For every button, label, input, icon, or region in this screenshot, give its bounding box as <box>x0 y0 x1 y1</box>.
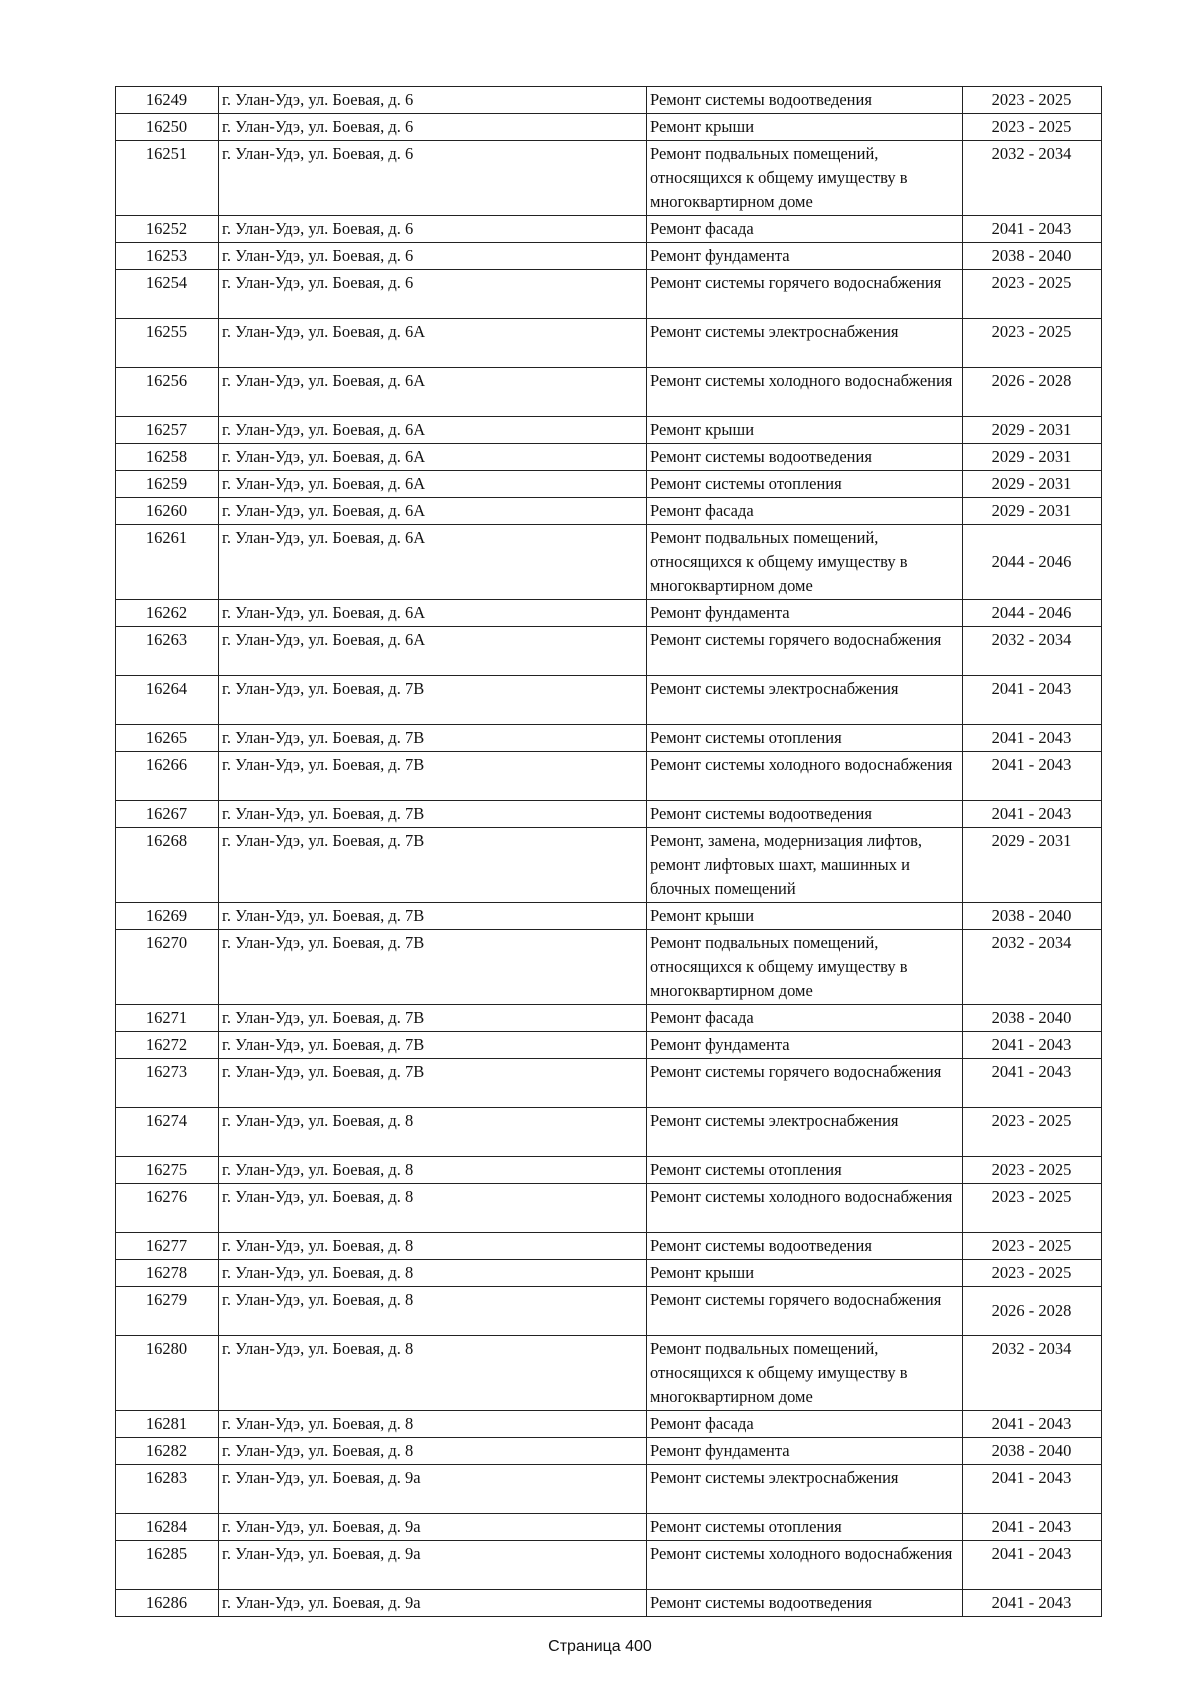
address-cell: г. Улан-Удэ, ул. Боевая, д. 6А <box>219 498 647 525</box>
table-row <box>116 1465 1102 1514</box>
record-number: 16256 <box>116 368 219 417</box>
table-row <box>116 600 1102 627</box>
address-cell: г. Улан-Удэ, ул. Боевая, д. 8 <box>219 1233 647 1260</box>
work-type-cell: Ремонт системы электроснабжения <box>647 676 963 725</box>
work-type-cell: Ремонт фасада <box>647 1005 963 1032</box>
record-number: 16264 <box>116 676 219 725</box>
work-type-cell: Ремонт крыши <box>647 1260 963 1287</box>
period-cell: 2029 - 2031 <box>963 498 1102 525</box>
address-cell: г. Улан-Удэ, ул. Боевая, д. 8 <box>219 1438 647 1465</box>
work-type-cell: Ремонт фасада <box>647 1411 963 1438</box>
work-type-cell: Ремонт системы электроснабжения <box>647 319 963 368</box>
address-cell: г. Улан-Удэ, ул. Боевая, д. 9а <box>219 1465 647 1514</box>
record-number: 16275 <box>116 1157 219 1184</box>
record-number: 16271 <box>116 1005 219 1032</box>
work-type-cell: Ремонт системы электроснабжения <box>647 1108 963 1157</box>
record-number: 16258 <box>116 444 219 471</box>
work-type-cell: Ремонт фундамента <box>647 600 963 627</box>
work-type-cell: Ремонт крыши <box>647 903 963 930</box>
address-cell: г. Улан-Удэ, ул. Боевая, д. 8 <box>219 1411 647 1438</box>
period-cell: 2023 - 2025 <box>963 270 1102 319</box>
address-cell: г. Улан-Удэ, ул. Боевая, д. 6А <box>219 368 647 417</box>
record-number: 16277 <box>116 1233 219 1260</box>
period-cell: 2038 - 2040 <box>963 1005 1102 1032</box>
record-number: 16279 <box>116 1287 219 1336</box>
period-cell: 2032 - 2034 <box>963 930 1102 1005</box>
table-row <box>116 498 1102 525</box>
address-cell: г. Улан-Удэ, ул. Боевая, д. 7В <box>219 725 647 752</box>
record-number: 16266 <box>116 752 219 801</box>
period-cell: 2038 - 2040 <box>963 1438 1102 1465</box>
period-cell: 2041 - 2043 <box>963 801 1102 828</box>
record-number: 16272 <box>116 1032 219 1059</box>
work-type-cell: Ремонт фундамента <box>647 1032 963 1059</box>
period-cell: 2032 - 2034 <box>963 1336 1102 1411</box>
work-type-cell: Ремонт фундамента <box>647 1438 963 1465</box>
address-cell: г. Улан-Удэ, ул. Боевая, д. 6 <box>219 87 647 114</box>
record-number: 16249 <box>116 87 219 114</box>
address-cell: г. Улан-Удэ, ул. Боевая, д. 6А <box>219 600 647 627</box>
table-row <box>116 1108 1102 1157</box>
table-row <box>116 114 1102 141</box>
period-cell: 2041 - 2043 <box>963 752 1102 801</box>
record-number: 16263 <box>116 627 219 676</box>
table-row <box>116 1590 1102 1617</box>
record-number: 16262 <box>116 600 219 627</box>
work-type-cell: Ремонт системы горячего водоснабжения <box>647 1287 963 1336</box>
record-number: 16250 <box>116 114 219 141</box>
work-type-cell: Ремонт системы электроснабжения <box>647 1465 963 1514</box>
address-cell: г. Улан-Удэ, ул. Боевая, д. 7В <box>219 1005 647 1032</box>
work-type-cell: Ремонт фасада <box>647 216 963 243</box>
work-type-cell: Ремонт системы отопления <box>647 471 963 498</box>
period-cell: 2023 - 2025 <box>963 1260 1102 1287</box>
table-row <box>116 1260 1102 1287</box>
table-row <box>116 801 1102 828</box>
record-number: 16269 <box>116 903 219 930</box>
address-cell: г. Улан-Удэ, ул. Боевая, д. 7В <box>219 930 647 1005</box>
address-cell: г. Улан-Удэ, ул. Боевая, д. 8 <box>219 1184 647 1233</box>
period-cell: 2038 - 2040 <box>963 243 1102 270</box>
table-row <box>116 1059 1102 1108</box>
work-type-cell: Ремонт крыши <box>647 114 963 141</box>
period-cell: 2041 - 2043 <box>963 676 1102 725</box>
record-number: 16278 <box>116 1260 219 1287</box>
table-row <box>116 1184 1102 1233</box>
address-cell: г. Улан-Удэ, ул. Боевая, д. 6 <box>219 114 647 141</box>
table-row <box>116 1336 1102 1411</box>
work-type-cell: Ремонт системы холодного водоснабжения <box>647 752 963 801</box>
work-type-cell: Ремонт фасада <box>647 498 963 525</box>
work-type-cell: Ремонт системы отопления <box>647 1514 963 1541</box>
table-row <box>116 471 1102 498</box>
record-number: 16283 <box>116 1465 219 1514</box>
table-row <box>116 87 1102 114</box>
record-number: 16280 <box>116 1336 219 1411</box>
record-number: 16273 <box>116 1059 219 1108</box>
table-row <box>116 141 1102 216</box>
period-cell: 2029 - 2031 <box>963 417 1102 444</box>
period-cell: 2023 - 2025 <box>963 1157 1102 1184</box>
address-cell: г. Улан-Удэ, ул. Боевая, д. 6А <box>219 627 647 676</box>
address-cell: г. Улан-Удэ, ул. Боевая, д. 9а <box>219 1590 647 1617</box>
work-type-cell: Ремонт системы отопления <box>647 725 963 752</box>
period-cell: 2038 - 2040 <box>963 903 1102 930</box>
period-cell: 2044 - 2046 <box>963 525 1102 600</box>
table-row <box>116 1438 1102 1465</box>
address-cell: г. Улан-Удэ, ул. Боевая, д. 7В <box>219 1032 647 1059</box>
work-type-cell: Ремонт фундамента <box>647 243 963 270</box>
address-cell: г. Улан-Удэ, ул. Боевая, д. 7В <box>219 1059 647 1108</box>
table-row <box>116 930 1102 1005</box>
address-cell: г. Улан-Удэ, ул. Боевая, д. 6А <box>219 444 647 471</box>
work-type-cell: Ремонт системы водоотведения <box>647 1590 963 1617</box>
record-number: 16261 <box>116 525 219 600</box>
address-cell: г. Улан-Удэ, ул. Боевая, д. 8 <box>219 1108 647 1157</box>
period-cell: 2026 - 2028 <box>963 1287 1102 1336</box>
work-type-cell: Ремонт подвальных помещений, относящихся к общему имуществу в многоквартирном доме <box>647 1336 963 1411</box>
work-type-cell: Ремонт подвальных помещений, относящихся к общему имуществу в многоквартирном доме <box>647 525 963 600</box>
period-cell: 2041 - 2043 <box>963 1541 1102 1590</box>
work-type-cell: Ремонт системы водоотведения <box>647 87 963 114</box>
address-cell: г. Улан-Удэ, ул. Боевая, д. 8 <box>219 1287 647 1336</box>
record-number: 16276 <box>116 1184 219 1233</box>
period-cell: 2041 - 2043 <box>963 1514 1102 1541</box>
table-row <box>116 1411 1102 1438</box>
address-cell: г. Улан-Удэ, ул. Боевая, д. 8 <box>219 1157 647 1184</box>
address-cell: г. Улан-Удэ, ул. Боевая, д. 6 <box>219 243 647 270</box>
record-number: 16270 <box>116 930 219 1005</box>
period-cell: 2023 - 2025 <box>963 1233 1102 1260</box>
table-row <box>116 368 1102 417</box>
record-number: 16257 <box>116 417 219 444</box>
period-cell: 2041 - 2043 <box>963 1411 1102 1438</box>
period-cell: 2041 - 2043 <box>963 216 1102 243</box>
table-row <box>116 828 1102 903</box>
table-body <box>116 87 1102 1617</box>
table-row <box>116 444 1102 471</box>
record-number: 16251 <box>116 141 219 216</box>
record-number: 16253 <box>116 243 219 270</box>
work-type-cell: Ремонт системы водоотведения <box>647 801 963 828</box>
table-row <box>116 525 1102 600</box>
period-cell: 2032 - 2034 <box>963 627 1102 676</box>
table-row <box>116 270 1102 319</box>
period-cell: 2029 - 2031 <box>963 828 1102 903</box>
period-cell: 2044 - 2046 <box>963 600 1102 627</box>
address-cell: г. Улан-Удэ, ул. Боевая, д. 8 <box>219 1336 647 1411</box>
table-row <box>116 1541 1102 1590</box>
period-cell: 2023 - 2025 <box>963 87 1102 114</box>
address-cell: г. Улан-Удэ, ул. Боевая, д. 6 <box>219 141 647 216</box>
period-cell: 2023 - 2025 <box>963 1184 1102 1233</box>
work-type-cell: Ремонт системы водоотведения <box>647 1233 963 1260</box>
table-row <box>116 1514 1102 1541</box>
work-type-cell: Ремонт системы горячего водоснабжения <box>647 270 963 319</box>
table-row <box>116 1233 1102 1260</box>
record-number: 16274 <box>116 1108 219 1157</box>
table-row <box>116 1005 1102 1032</box>
table-row <box>116 216 1102 243</box>
address-cell: г. Улан-Удэ, ул. Боевая, д. 7В <box>219 801 647 828</box>
record-number: 16260 <box>116 498 219 525</box>
page-number: Страница 400 <box>548 1638 652 1655</box>
table-row <box>116 627 1102 676</box>
period-cell: 2029 - 2031 <box>963 444 1102 471</box>
table-row <box>116 417 1102 444</box>
period-cell: 2032 - 2034 <box>963 141 1102 216</box>
address-cell: г. Улан-Удэ, ул. Боевая, д. 7В <box>219 903 647 930</box>
table-row <box>116 319 1102 368</box>
record-number: 16282 <box>116 1438 219 1465</box>
table-row <box>116 725 1102 752</box>
address-cell: г. Улан-Удэ, ул. Боевая, д. 6 <box>219 270 647 319</box>
work-type-cell: Ремонт крыши <box>647 417 963 444</box>
period-cell: 2026 - 2028 <box>963 368 1102 417</box>
address-cell: г. Улан-Удэ, ул. Боевая, д. 9а <box>219 1514 647 1541</box>
period-cell: 2041 - 2043 <box>963 1032 1102 1059</box>
work-type-cell: Ремонт системы холодного водоснабжения <box>647 1184 963 1233</box>
record-number: 16285 <box>116 1541 219 1590</box>
address-cell: г. Улан-Удэ, ул. Боевая, д. 6А <box>219 319 647 368</box>
address-cell: г. Улан-Удэ, ул. Боевая, д. 6А <box>219 471 647 498</box>
work-type-cell: Ремонт системы холодного водоснабжения <box>647 1541 963 1590</box>
record-number: 16265 <box>116 725 219 752</box>
work-type-cell: Ремонт системы горячего водоснабжения <box>647 1059 963 1108</box>
period-cell: 2029 - 2031 <box>963 471 1102 498</box>
period-cell: 2041 - 2043 <box>963 1590 1102 1617</box>
address-cell: г. Улан-Удэ, ул. Боевая, д. 8 <box>219 1260 647 1287</box>
table-row <box>116 676 1102 725</box>
period-cell: 2041 - 2043 <box>963 1465 1102 1514</box>
address-cell: г. Улан-Удэ, ул. Боевая, д. 9а <box>219 1541 647 1590</box>
table-row <box>116 1157 1102 1184</box>
table-row <box>116 243 1102 270</box>
record-number: 16268 <box>116 828 219 903</box>
address-cell: г. Улан-Удэ, ул. Боевая, д. 6А <box>219 525 647 600</box>
record-number: 16252 <box>116 216 219 243</box>
period-cell: 2023 - 2025 <box>963 1108 1102 1157</box>
record-number: 16267 <box>116 801 219 828</box>
address-cell: г. Улан-Удэ, ул. Боевая, д. 7В <box>219 752 647 801</box>
work-type-cell: Ремонт подвальных помещений, относящихся к общему имуществу в многоквартирном доме <box>647 930 963 1005</box>
period-cell: 2041 - 2043 <box>963 1059 1102 1108</box>
address-cell: г. Улан-Удэ, ул. Боевая, д. 7В <box>219 828 647 903</box>
record-number: 16284 <box>116 1514 219 1541</box>
record-number: 16286 <box>116 1590 219 1617</box>
record-number: 16255 <box>116 319 219 368</box>
record-number: 16281 <box>116 1411 219 1438</box>
work-type-cell: Ремонт системы водоотведения <box>647 444 963 471</box>
table-row <box>116 1032 1102 1059</box>
address-cell: г. Улан-Удэ, ул. Боевая, д. 6 <box>219 216 647 243</box>
address-cell: г. Улан-Удэ, ул. Боевая, д. 7В <box>219 676 647 725</box>
record-number: 16254 <box>116 270 219 319</box>
work-type-cell: Ремонт, замена, модернизация лифтов, ремонт лифтовых шахт, машинных и блочных помещений <box>647 828 963 903</box>
period-cell: 2041 - 2043 <box>963 725 1102 752</box>
table-row <box>116 752 1102 801</box>
work-type-cell: Ремонт системы горячего водоснабжения <box>647 627 963 676</box>
table-row <box>116 1287 1102 1336</box>
address-cell: г. Улан-Удэ, ул. Боевая, д. 6А <box>219 417 647 444</box>
record-number: 16259 <box>116 471 219 498</box>
table-row <box>116 903 1102 930</box>
work-type-cell: Ремонт подвальных помещений, относящихся к общему имуществу в многоквартирном доме <box>647 141 963 216</box>
repair-schedule-table <box>115 86 1102 1617</box>
work-type-cell: Ремонт системы холодного водоснабжения <box>647 368 963 417</box>
work-type-cell: Ремонт системы отопления <box>647 1157 963 1184</box>
period-cell: 2023 - 2025 <box>963 114 1102 141</box>
period-cell: 2023 - 2025 <box>963 319 1102 368</box>
